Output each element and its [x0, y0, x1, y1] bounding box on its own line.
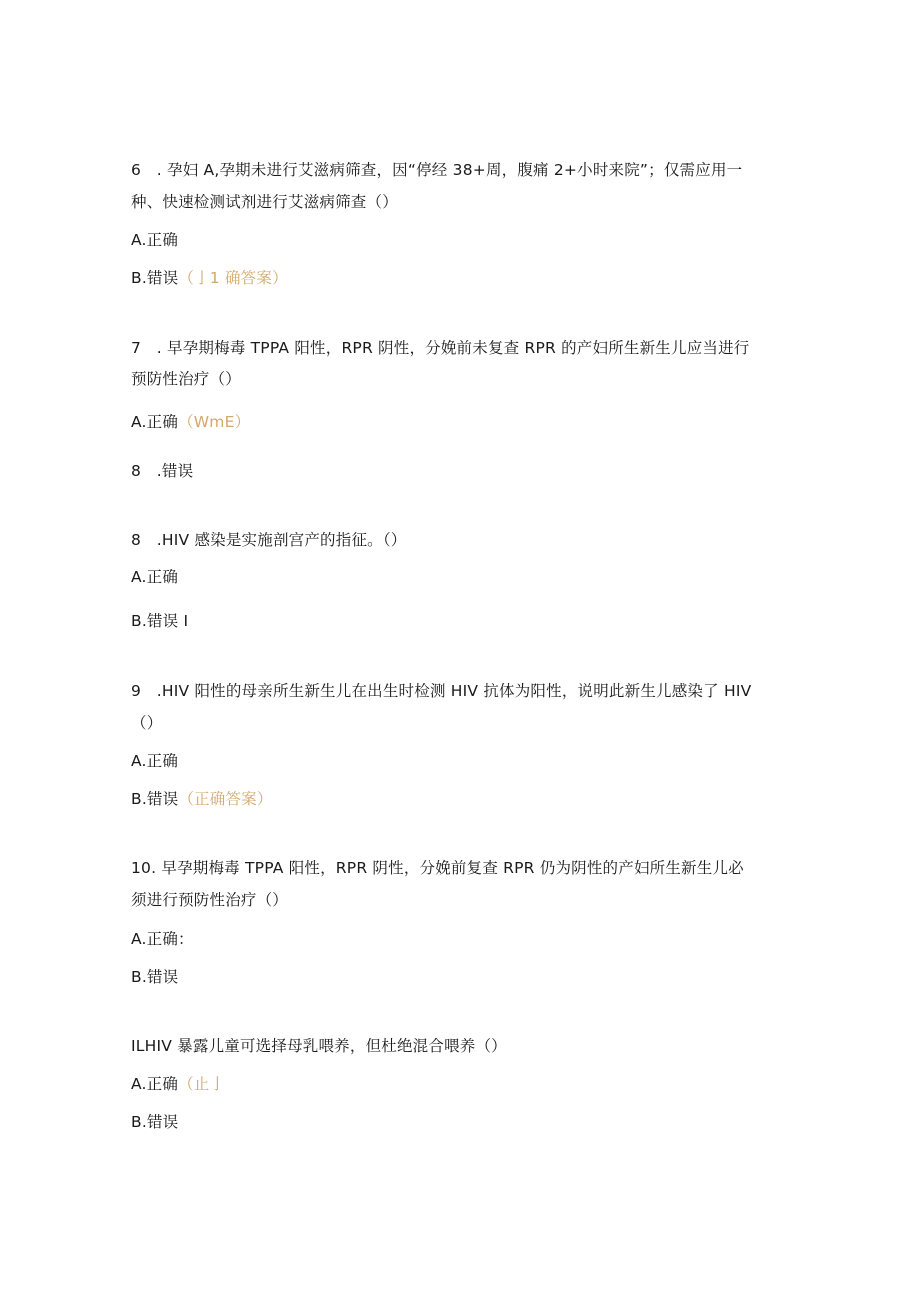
- question-11-option-b: [131, 1111, 178, 1133]
- option-text: A.正确: [131, 1075, 179, 1093]
- question-9-option-b: [131, 788, 273, 810]
- question-7-option-b: [131, 460, 193, 482]
- question-7-stem-line-1: 7 . 早孕期梅毒 TPPA 阳性，RPR 阴性，分娩前未复查 RPR 的产妇所生新生儿应当进行: [131, 339, 750, 357]
- question-6-stem-line-2: 种、快速检测试剂进行艾滋病筛查（）: [131, 193, 398, 211]
- option-text: B.错误: [131, 1113, 179, 1131]
- question-10-stem-line-1: 10. 早孕期梅毒 TPPA 阳性，RPR 阴性，分娩前复查 RPR 仍为阴性的产妇所生新生儿必: [131, 859, 744, 877]
- question-7-option-a: [131, 411, 250, 433]
- question-11-option-a: [131, 1073, 225, 1095]
- answer-mark: （WmE）: [178, 413, 251, 431]
- question-8-option-b: [131, 610, 188, 632]
- question-10-option-b: [131, 966, 178, 988]
- answer-mark: （亅1 确答案）: [178, 269, 288, 287]
- question-6-stem-line-1: 6 . 孕妇 A,孕期未进行艾滋病筛查，因“停经 38+周，腹痛 2+小时来院”；仅需应用一: [131, 161, 743, 179]
- option-text: A.正确: [131, 231, 179, 249]
- question-10-stem-line-2: 须进行预防性治疗（）: [131, 891, 289, 909]
- question-8-option-a: [131, 566, 178, 588]
- question-9-stem-line-1: 9 .HIV 阳性的母亲所生新生儿在出生时检测 HIV 抗体为阳性，说明此新生儿感染了 HIV: [131, 682, 752, 700]
- option-text: A.正确：: [131, 930, 194, 948]
- option-text: A.正确: [131, 752, 179, 770]
- question-8-stem-line-1: 8 .HIV 感染是实施剖宫产的指征。（）: [131, 531, 407, 549]
- question-6-option-a: [131, 229, 178, 251]
- option-text: B.错误: [131, 790, 179, 808]
- option-text: 8 .错误: [131, 462, 194, 480]
- option-text: B.错误: [131, 968, 179, 986]
- option-text: A.正确: [131, 413, 179, 431]
- question-7-stem-line-2: 预防性治疗（）: [131, 370, 241, 388]
- question-11-stem-line-1: ILHIV 暴露儿童可选择母乳喂养，但杜绝混合喂养（）: [131, 1037, 507, 1055]
- question-10-option-a: [131, 928, 194, 950]
- option-text: A.正确: [131, 568, 179, 586]
- answer-mark: （正确答案）: [178, 790, 273, 808]
- question-6-option-b: [131, 267, 288, 289]
- option-text: B.错误 I: [131, 612, 189, 630]
- option-text: B.错误: [131, 269, 179, 287]
- answer-mark: （止亅: [178, 1075, 226, 1093]
- question-9-stem-line-2: （）: [131, 714, 163, 732]
- question-9-option-a: [131, 750, 178, 772]
